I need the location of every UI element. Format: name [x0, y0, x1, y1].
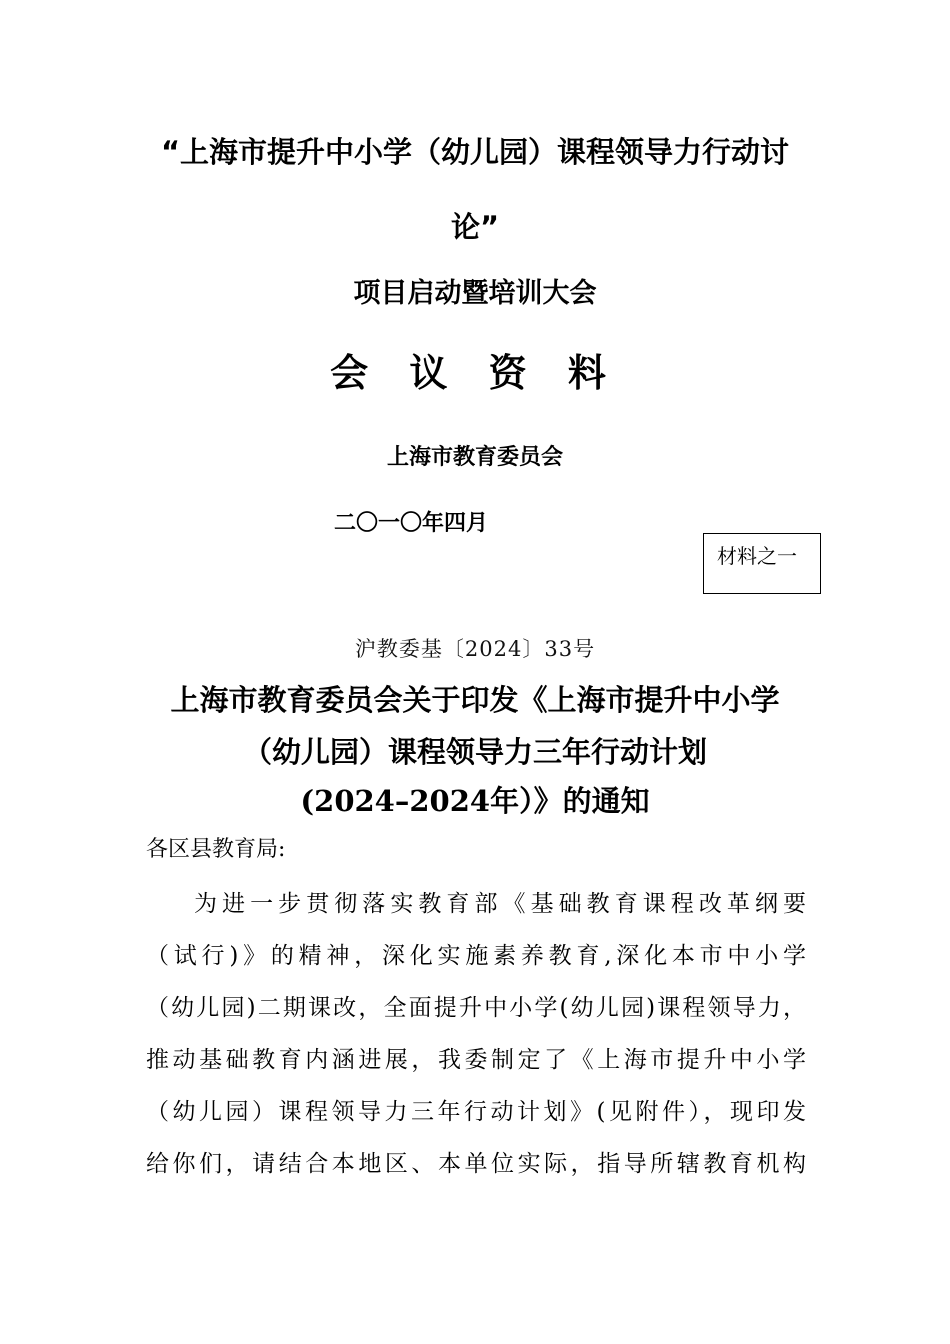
cover-subtitle: 项目启动暨培训大会	[353, 278, 597, 309]
body-line: 给你们，请结合本地区、本单位实际，指导所辖教育机构	[146, 1151, 806, 1177]
notice-body	[146, 878, 826, 1190]
body-line: 推动基础教育内涵进展，我委制定了《上海市提升中小学	[146, 1047, 806, 1073]
notice-title-line1: 上海市教育委员会关于印发《上海市提升中小学	[170, 683, 780, 717]
cover-title-line2: 论”	[450, 210, 500, 244]
material-label: 材料之一	[717, 544, 797, 568]
notice-title-line3: (2024–2024年）》的通知	[300, 784, 650, 818]
body-line: （试行)》的精神，深化实施素养教育,深化本市中小学	[146, 943, 806, 969]
body-line: 为进一步贯彻落实教育部《基础教育课程改革纲要	[194, 891, 806, 917]
body-line: （幼儿园）课程领导力三年行动计划》(见附件），现印发	[146, 1099, 806, 1125]
body-line: （幼儿园)二期课改，全面提升中小学(幼儿园)课程领导力，	[146, 995, 806, 1021]
salutation: 各区县教育局:	[146, 837, 286, 862]
document-number: 沪教委基〔2024〕33号	[354, 637, 596, 661]
notice-title-line2: （幼儿园）课程领导力三年行动计划	[242, 735, 707, 769]
cover-big-title: 会 议 资 料	[330, 351, 620, 395]
cover-date: 二〇一〇年四月	[334, 511, 489, 536]
cover-title-line1: “上海市提升中小学（幼儿园）课程领导力行动讨	[160, 135, 790, 169]
cover-organization: 上海市教育委员会	[386, 445, 563, 470]
material-label-box	[703, 533, 821, 594]
